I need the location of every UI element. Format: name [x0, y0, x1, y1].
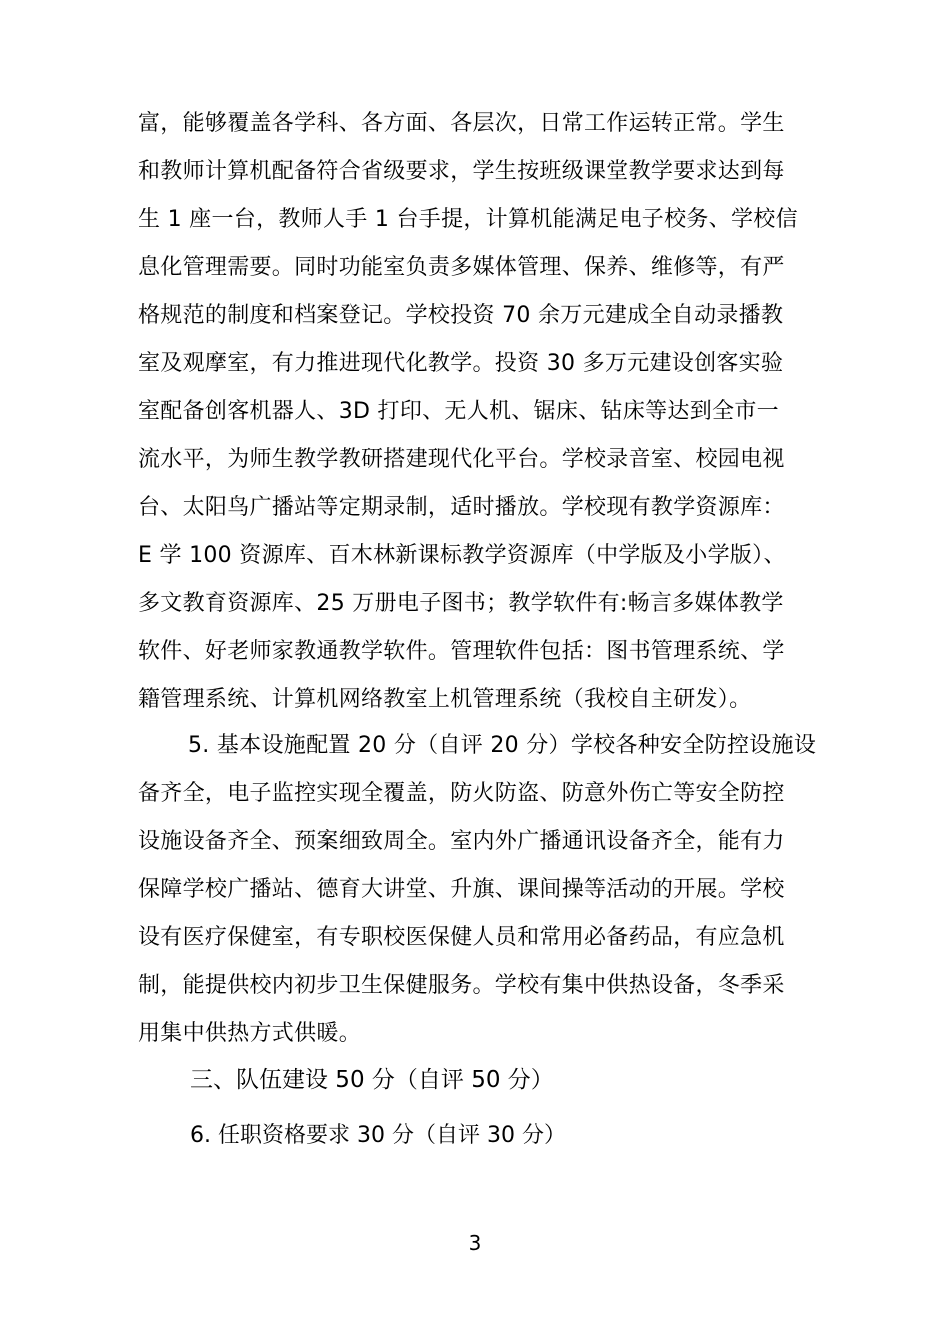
paragraph-line: 籍管理系统、计算机网络教室上机管理系统（我校自主研发）。: [138, 687, 752, 712]
paragraph-line: 用集中供热方式供暖。: [138, 1021, 362, 1046]
paragraph-line: 流水平，为师生教学教研搭建现代化平台。学校录音室、校园电视: [138, 447, 785, 472]
paragraph-line: 格规范的制度和档案登记。学校投资 70 余万元建成全自动录播教: [138, 303, 784, 328]
paragraph-line: 设施设备齐全、预案细致周全。室内外广播通讯设备齐全，能有力: [138, 829, 785, 854]
paragraph-line: 和教师计算机配备符合省级要求，学生按班级课堂教学要求达到每: [138, 159, 785, 184]
paragraph-line: 富，能够覆盖各学科、各方面、各层次，日常工作运转正常。学生: [138, 111, 785, 136]
paragraph-line: E 学 100 资源库、百木林新课标教学资源库（中学版及小学版）、: [138, 543, 786, 568]
paragraph-line: 生 1 座一台，教师人手 1 台手提，计算机能满足电子校务、学校信: [138, 207, 798, 232]
paragraph-line: 息化管理需要。同时功能室负责多媒体管理、保养、维修等，有严: [138, 255, 785, 280]
paragraph-line: 制，能提供校内初步卫生保健服务。学校有集中供热设备，冬季采: [138, 973, 785, 998]
paragraph-line: 5. 基本设施配置 20 分（自评 20 分）学校各种安全防控设施设: [188, 733, 817, 758]
paragraph-line: 设有医疗保健室，有专职校医保健人员和常用必备药品，有应急机: [138, 925, 785, 950]
paragraph-line: 多文教育资源库、25 万册电子图书；教学软件有:畅言多媒体教学: [138, 591, 784, 616]
subsection-heading: 6. 任职资格要求 30 分（自评 30 分）: [190, 1123, 566, 1148]
paragraph-line: 保障学校广播站、德育大讲堂、升旗、课间操等活动的开展。学校: [138, 877, 785, 902]
page-number: 3: [468, 1231, 482, 1255]
paragraph-line: 软件、好老师家教通教学软件。管理软件包括：图书管理系统、学: [138, 639, 785, 664]
paragraph-line: 室及观摩室，有力推进现代化教学。投资 30 多万元建设创客实验: [138, 351, 784, 376]
paragraph-line: 台、太阳鸟广播站等定期录制，适时播放。学校现有教学资源库：: [138, 495, 785, 520]
paragraph-line: 室配备创客机器人、3D 打印、无人机、锯床、钻床等达到全市一: [138, 399, 779, 424]
section-heading: 三、队伍建设 50 分（自评 50 分）: [190, 1067, 554, 1093]
paragraph-line: 备齐全，电子监控实现全覆盖，防火防盗、防意外伤亡等安全防控: [138, 781, 785, 806]
